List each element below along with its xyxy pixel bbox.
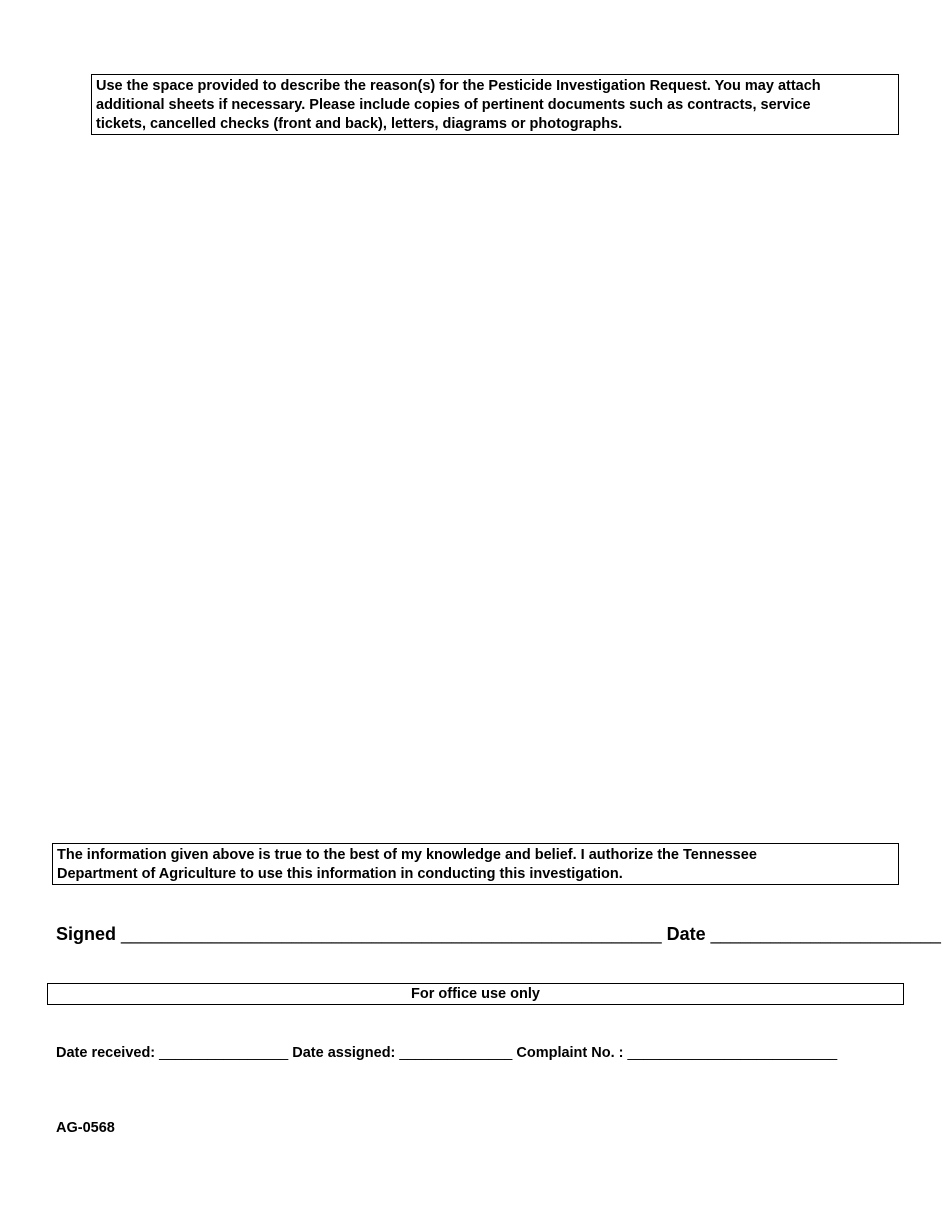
certification-line-2: Department of Agriculture to use this information in conducting this investigation. <box>57 866 623 882</box>
signed-label: Signed <box>56 924 117 944</box>
date-assigned-label: Date assigned: <box>292 1045 396 1061</box>
form-number: AG-0568 <box>56 1120 115 1136</box>
date-received-field[interactable]: ________________ <box>159 1045 289 1061</box>
signature-field[interactable]: ______________________________________________________ <box>121 924 662 944</box>
date-field[interactable]: _______________________ <box>710 924 941 944</box>
complaint-number-label: Complaint No. : <box>516 1045 624 1061</box>
date-received-label: Date received: <box>56 1045 156 1061</box>
instructions-box <box>91 74 899 135</box>
date-label: Date <box>666 924 706 944</box>
office-use-header: For office use only <box>47 983 904 1005</box>
certification-line-1: The information given above is true to the best of my knowledge and belief. I authorize the Tennessee <box>57 847 757 863</box>
instructions-line-1: Use the space provided to describe the reason(s) for the Pesticide Investigation Request. You may attach <box>96 78 821 94</box>
complaint-number-field[interactable]: __________________________ <box>627 1045 838 1061</box>
instructions-line-2: additional sheets if necessary. Please include copies of pertinent documents such as contracts, service <box>96 97 811 113</box>
certification-box <box>52 843 899 885</box>
instructions-line-3: tickets, cancelled checks (front and back), letters, diagrams or photographs. <box>96 116 623 132</box>
office-fields-row <box>56 1043 837 1063</box>
description-area[interactable] <box>91 140 899 830</box>
signature-row <box>56 922 941 946</box>
date-assigned-field[interactable]: ______________ <box>399 1045 513 1061</box>
